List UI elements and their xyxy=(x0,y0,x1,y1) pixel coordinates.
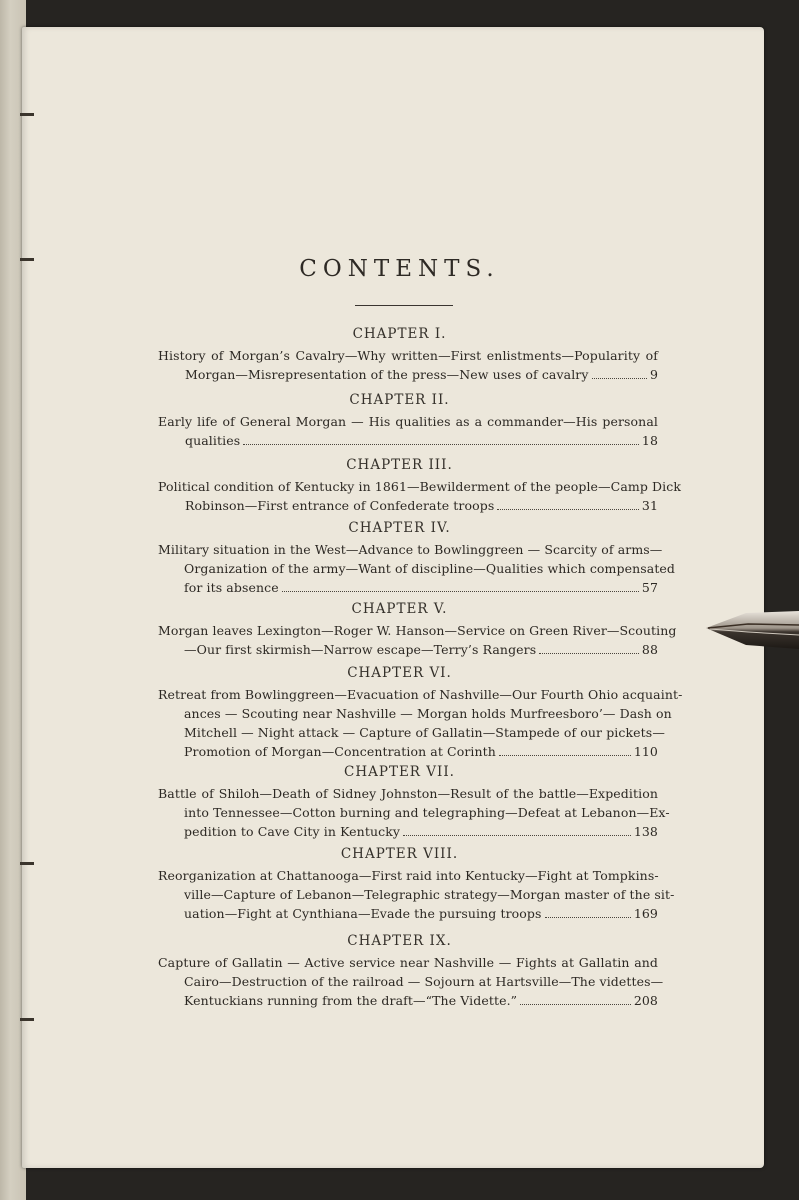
dot-leader xyxy=(539,644,639,654)
chapter-entry-last-line[interactable] xyxy=(184,744,658,759)
chapter-summary-line: Retreat from Bowlinggreen—Evacuation of Nashville—Our Fourth Ohio acquaint- xyxy=(158,687,683,702)
chapter-summary-line: Reorganization at Chattanooga—First raid into Kentucky—Fight at Tompkins- xyxy=(158,868,659,883)
chapter-summary-line: into Tennessee—Cotton burning and telegraphing—Defeat at Lebanon—Ex- xyxy=(184,805,670,820)
chapter-summary-line: Military situation in the West—Advance to Bowlinggreen — Scarcity of arms— xyxy=(158,542,663,557)
chapter-summary-line: Organization of the army—Want of discipline—Qualities which compensated xyxy=(184,561,676,576)
chapter-heading: CHAPTER I. xyxy=(352,326,447,342)
chapter-heading: CHAPTER IX. xyxy=(347,933,452,949)
chapter-entry-last-line[interactable] xyxy=(184,824,658,839)
dot-leader xyxy=(592,369,647,379)
page-number: 138 xyxy=(633,824,658,839)
chapter-summary-line: qualities xyxy=(185,433,241,448)
page-number: 208 xyxy=(633,993,658,1008)
chapter-heading: CHAPTER III. xyxy=(346,457,453,473)
chapter-summary-line: Early life of General Morgan — His qualities as a commander—His personal xyxy=(158,414,658,429)
chapter-heading: CHAPTER VI. xyxy=(347,665,452,681)
page-number: 169 xyxy=(633,906,658,921)
chapter-summary-line: Mitchell — Night attack — Capture of Gallatin—Stampede of our pickets— xyxy=(184,725,665,740)
chapter-summary-line: Robinson—First entrance of Confederate troops xyxy=(185,498,495,513)
chapter-summary-line: ances — Scouting near Nashville — Morgan holds Murfreesboro’— Dash on xyxy=(184,706,672,721)
dot-leader xyxy=(403,826,631,836)
chapter-summary-line: History of Morgan’s Cavalry—Why written—First enlistments—Popularity of xyxy=(158,348,658,363)
binding-thread-mark xyxy=(20,1018,34,1021)
chapter-entry-last-line[interactable] xyxy=(184,906,658,921)
chapter-summary-line: Promotion of Morgan—Concentration at Corinth xyxy=(184,744,496,759)
chapter-entry-last-line[interactable] xyxy=(184,642,658,657)
chapter-summary-line: Kentuckians running from the draft—“The Vidette.” xyxy=(184,993,518,1008)
dot-leader xyxy=(243,435,639,445)
page-number: 88 xyxy=(641,642,658,657)
chapter-summary-line: for its absence xyxy=(184,580,279,595)
page-number: 9 xyxy=(649,367,658,382)
chapter-entry-last-line[interactable] xyxy=(185,433,658,448)
chapter-summary-line: Political condition of Kentucky in 1861—Bewilderment of the people—Camp Dick xyxy=(158,479,681,494)
chapter-summary-line: Capture of Gallatin — Active service near Nashville — Fights at Gallatin and xyxy=(158,955,658,970)
page-number: 110 xyxy=(633,744,658,759)
chapter-entry-last-line[interactable] xyxy=(185,367,658,382)
chapter-summary-line: uation—Fight at Cynthiana—Evade the pursuing troops xyxy=(184,906,542,921)
chapter-summary-line: Morgan—Misrepresentation of the press—New uses of cavalry xyxy=(185,367,589,382)
chapter-heading: CHAPTER V. xyxy=(351,601,448,617)
page-number: 18 xyxy=(641,433,658,448)
dot-leader xyxy=(282,582,639,592)
title-divider xyxy=(355,305,453,306)
chapter-summary-line: pedition to Cave City in Kentucky xyxy=(184,824,401,839)
binding-thread-mark xyxy=(20,113,34,116)
chapter-heading: CHAPTER VII. xyxy=(344,764,455,780)
chapter-summary-line: —Our first skirmish—Narrow escape—Terry’s Rangers xyxy=(184,642,537,657)
dot-leader xyxy=(499,746,631,756)
dot-leader xyxy=(497,500,639,510)
chapter-entry-last-line[interactable] xyxy=(185,498,658,513)
chapter-heading: CHAPTER IV. xyxy=(348,520,451,536)
chapter-summary-line: Cairo—Destruction of the railroad — Sojourn at Hartsville—The videttes— xyxy=(184,974,664,989)
dot-leader xyxy=(545,908,631,918)
contents-title: CONTENTS. xyxy=(299,256,500,282)
chapter-entry-last-line[interactable] xyxy=(184,580,658,595)
dot-leader xyxy=(520,995,631,1005)
chapter-summary-line: ville—Capture of Lebanon—Telegraphic strategy—Morgan master of the sit- xyxy=(184,887,675,902)
pen-tip-icon xyxy=(706,605,799,655)
chapter-summary-line: Battle of Shiloh—Death of Sidney Johnston—Result of the battle—Expedition xyxy=(158,786,658,801)
page-number: 57 xyxy=(641,580,658,595)
chapter-summary-line: Morgan leaves Lexington—Roger W. Hanson—Service on Green River—Scouting xyxy=(158,623,677,638)
chapter-heading: CHAPTER II. xyxy=(349,392,450,408)
binding-thread-mark xyxy=(20,862,34,865)
page-number: 31 xyxy=(641,498,658,513)
chapter-heading: CHAPTER VIII. xyxy=(340,846,459,862)
chapter-entry-last-line[interactable] xyxy=(184,993,658,1008)
